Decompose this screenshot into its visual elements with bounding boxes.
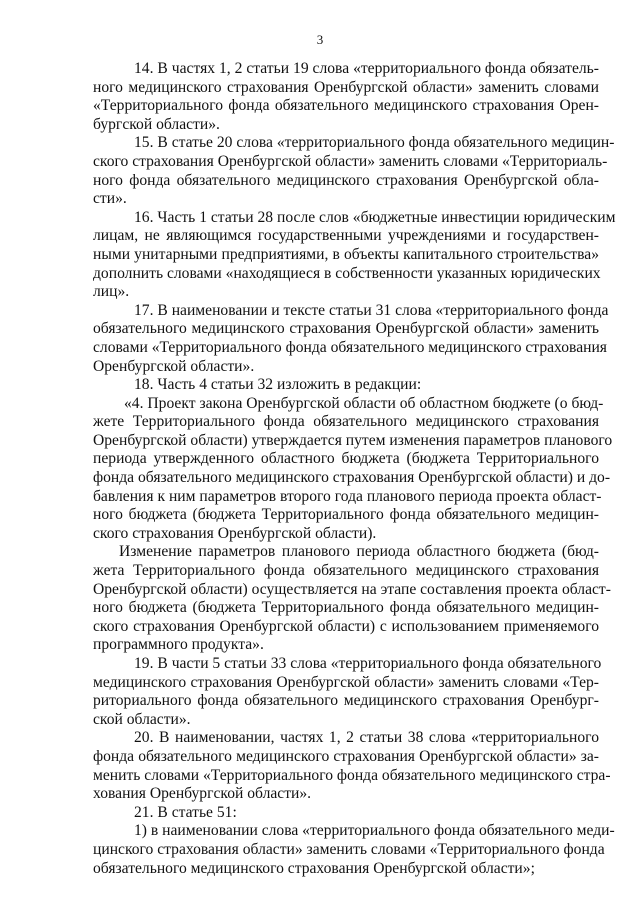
page-number: 3 (316, 32, 324, 47)
text-line: 18. Часть 4 статьи 32 изложить в редакции: (134, 376, 422, 394)
text-line: цинского страхования области» заменить словами «Территориального фонда (93, 840, 605, 858)
text-line: ского страхования Оренбургской области). (93, 524, 377, 542)
text-line: «Территориального фонда обязательного медицинского страхования Орен- (93, 97, 599, 115)
text-line: менить словами «Территориального фонда обязательного медицинского стра- (93, 766, 611, 784)
text-line: «4. Проект закона Оренбургской области об областном бюджете (о бюд- (124, 394, 604, 412)
text-line: бавления к ним параметров второго года планового периода проекта област- (93, 487, 602, 505)
text-line: обязательного медицинского страхования Оренбургской области»; (93, 859, 535, 877)
text-line: сти». (93, 190, 127, 208)
text-line: ского страхования Оренбургской области» заменить словами «Территориаль- (93, 152, 608, 170)
text-line: ного фонда обязательного медицинского страхования Оренбургской обла- (93, 171, 599, 189)
text-line: 15. В статье 20 слова «территориального фонда обязательного медицин- (134, 134, 615, 152)
text-line: Изменение параметров планового периода областного бюджета (бюд- (119, 543, 599, 561)
text-line: фонда обязательного медицинского страхования Оренбургской области) и до- (93, 469, 611, 487)
text-line: Оренбургской области». (93, 357, 255, 375)
text-line: медицинского страхования Оренбургской области» заменить словами «Тер- (93, 673, 599, 691)
text-line: хования Оренбургской области». (93, 785, 312, 803)
text-line: жета Территориального фонда обязательного медицинского страхования (93, 562, 599, 580)
text-line: фонда обязательного медицинского страхования Оренбургской области» за- (93, 747, 599, 765)
text-line: лиц». (93, 283, 130, 301)
document-body (93, 60, 616, 878)
text-line: ского страхования Оренбургской области) с использованием применяемого (93, 617, 599, 635)
text-line: ного медицинского страхования Оренбургской области» заменить словами (93, 78, 599, 96)
text-line: словами «Территориального фонда обязательного медицинского страхования (93, 338, 607, 356)
text-line: бургской области». (93, 115, 220, 133)
text-line: 1) в наименовании слова «территориального фонда обязательного меди- (134, 822, 615, 840)
text-line: дополнить словами «находящиеся в собственности указанных юридических (93, 264, 601, 282)
text-line: 19. В части 5 статьи 33 слова «территориального фонда обязательного (134, 655, 602, 672)
text-line: 17. В наименовании и тексте статьи 31 слова «территориального фонда (134, 301, 609, 319)
text-line: ными унитарными предприятиями, в объекты капитального строительства» (93, 245, 599, 263)
text-line: риториального фонда обязательного медицинского страхования Оренбург- (93, 692, 599, 710)
text-line: Оренбургской области) осуществляется на этапе составления проекта област- (93, 580, 611, 598)
text-line: ного бюджета (бюджета Территориального фонда обязательного медицин- (93, 506, 599, 524)
text-line: 21. В статье 51: (134, 803, 237, 821)
text-line: Оренбургской области) утверждается путем изменения параметров планового (93, 431, 613, 449)
text-line: ного бюджета (бюджета Территориального фонда обязательного медицин- (93, 599, 599, 617)
text-line: лицам, не являющимся государственными учреждениями и государствен- (93, 227, 599, 245)
text-line: 16. Часть 1 статьи 28 после слов «бюджетные инвестиции юридическим (134, 208, 616, 226)
text-line: ской области». (93, 710, 191, 728)
text-line: обязательного медицинского страхования Оренбургской области» заменить (93, 320, 599, 338)
text-line: периода утвержденного областного бюджета (бюджета Территориального (93, 450, 599, 468)
text-line: 20. В наименовании, частях 1, 2 статьи 38 слова «территориального (134, 729, 599, 747)
text-line: жете Территориального фонда обязательного медицинского страхования (93, 413, 599, 431)
text-line: 14. В частях 1, 2 статьи 19 слова «территориального фонда обязатель- (134, 60, 599, 77)
text-line: программного продукта». (93, 636, 264, 654)
